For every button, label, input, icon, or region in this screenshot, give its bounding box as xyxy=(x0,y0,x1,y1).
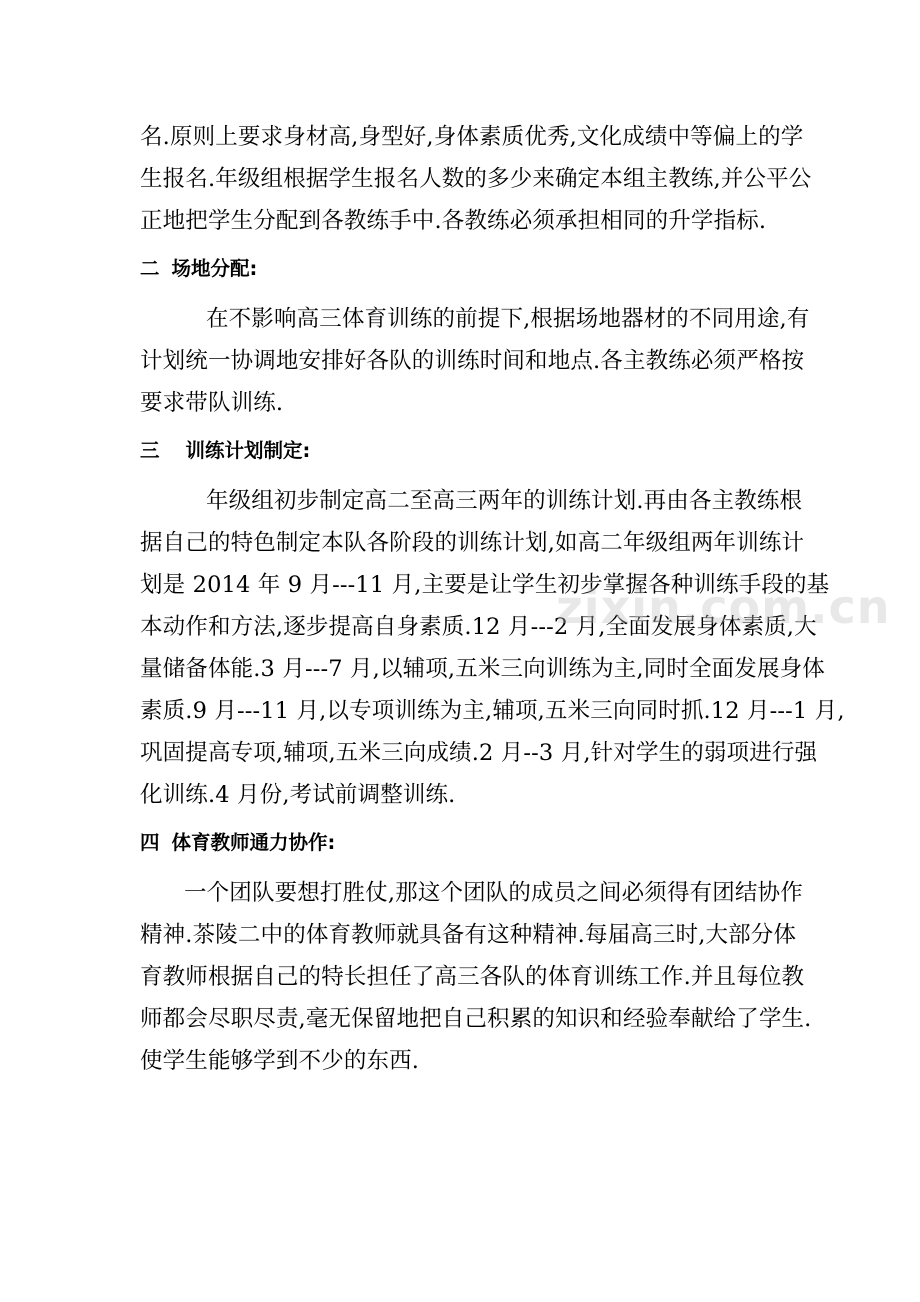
paragraph-line: 师都会尽职尽责,毫无保留地把自己积累的知识和经验奉献给了学生. xyxy=(140,1006,812,1032)
section-title: 体育教师通力协作: xyxy=(171,831,336,854)
paragraph-line: 划是 2014 年 9 月---11 月,主要是让学生初步掌握各种训练手段的基 xyxy=(140,572,830,598)
section-paragraph-venue xyxy=(140,298,810,424)
paragraph-line: 巩固提高专项,辅项,五米三向成绩.2 月--3 月,针对学生的弱项进行强 xyxy=(140,740,818,766)
document-body xyxy=(140,116,845,1088)
section-number: 二 xyxy=(140,257,160,280)
paragraph-line: 育教师根据自己的特长担任了高三各队的体育训练工作.并且每位教 xyxy=(140,964,805,990)
intro-paragraph xyxy=(140,116,812,242)
paragraph-line: 生报名.年级组根据学生报名人数的多少来确定本组主教练,并公平公 xyxy=(140,166,812,192)
paragraph-line: 名.原则上要求身材高,身型好,身体素质优秀,文化成绩中等偏上的学 xyxy=(140,124,804,150)
paragraph-line: 素质.9 月---11 月,以专项训练为主,辅项,五米三向同时抓.12 月---1 月, xyxy=(140,698,845,724)
paragraph-line: 年级组初步制定高二至高三两年的训练计划.再由各主教练根 xyxy=(206,488,803,514)
section-number: 三 xyxy=(140,439,160,462)
section-heading-teacher-cooperation xyxy=(140,822,785,864)
paragraph-line: 据自己的特色制定本队各阶段的训练计划,如高二年级组两年训练计 xyxy=(140,530,805,556)
section-title: 场地分配: xyxy=(171,257,258,280)
paragraph-line: 使学生能够学到不少的东西. xyxy=(140,1048,420,1074)
section-number: 四 xyxy=(140,831,160,854)
paragraph-line: 量储备体能.3 月---7 月,以辅项,五米三向训练为主,同时全面发展身体 xyxy=(140,656,825,682)
paragraph-line: 精神.茶陵二中的体育教师就具备有这种精神.每届高三时,大部分体 xyxy=(140,922,797,948)
paragraph-line: 化训练.4 月份,考试前调整训练. xyxy=(140,782,456,808)
paragraph-line: 正地把学生分配到各教练手中.各教练必须承担相同的升学指标. xyxy=(140,208,767,234)
section-heading-training-plan xyxy=(140,430,785,472)
paragraph-line: 要求带队训练. xyxy=(140,390,284,416)
watermark: zixin.com.cn xyxy=(556,580,891,634)
section-heading-venue xyxy=(140,248,785,290)
paragraph-line: 计划统一协调地安排好各队的训练时间和地点.各主教练必须严格按 xyxy=(140,348,805,374)
paragraph-line: 一个团队要想打胜仗,那这个团队的成员之间必须得有团结协作 xyxy=(184,880,803,906)
section-paragraph-teacher-cooperation xyxy=(140,872,812,1082)
paragraph-line: 在不影响高三体育训练的前提下,根据场地器材的不同用途,有 xyxy=(206,306,810,332)
paragraph-line: 本动作和方法,逐步提高自身素质.12 月---2 月,全面发展身体素质,大 xyxy=(140,614,817,640)
section-paragraph-training-plan xyxy=(140,480,845,816)
section-title: 训练计划制定: xyxy=(185,439,311,462)
